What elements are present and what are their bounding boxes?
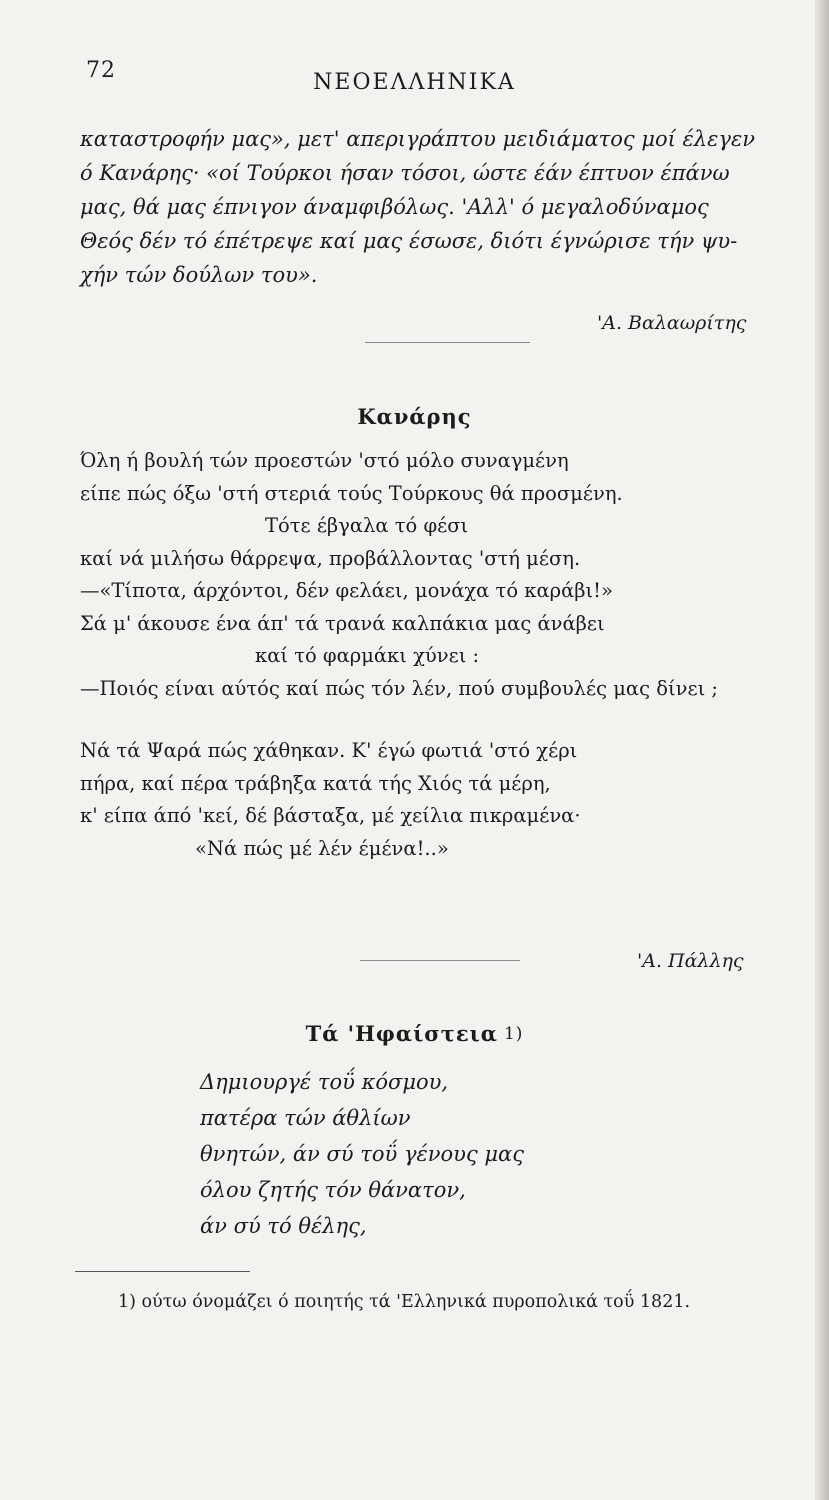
prose-line: χήν τών δούλων του».: [80, 263, 318, 287]
prose-paragraph: [80, 122, 820, 292]
poem-title-text: Τά 'Ηφαίστεια: [305, 1021, 498, 1046]
prose-line: ό Κανάρης· «οί Τούρκοι ήσαν τόσοι, ώστε έάν έπτυον έπάνω: [80, 161, 730, 185]
verse-line: καί νά μιλήσω θάρρεψα, προβάλλοντας 'στή μέση.: [80, 546, 581, 570]
footnote-divider: [75, 1271, 250, 1272]
prose-line: μας, θά μας έπνιγον άναμφιβόλως. 'Αλλ' ό μεγαλοδύναμος: [80, 195, 709, 219]
verse-line: όλου ζητής τόν θάνατον,: [200, 1178, 466, 1202]
prose-line: καταστροφήν μας», μετ' απεριγράπτου μειδιάματος μοί έλεγεν: [80, 127, 755, 151]
verse-line: Σά μ' άκουσε ένα άπ' τά τρανά καλπάκια μας άνάβει: [80, 611, 605, 635]
verse-line: άν σύ τό θέλης,: [200, 1214, 367, 1238]
verse-line: —«Τίποτα, άρχόντοι, δέν φελάει, μονάχα τό καράβι!»: [80, 579, 613, 602]
verse-line: «Νά πώς μέ λέν έμένα!..»: [195, 836, 449, 860]
section-divider: [360, 960, 520, 961]
poem-author: 'Α. Πάλλης: [637, 950, 744, 972]
poem-verse: [200, 1064, 800, 1244]
footnote: 1) ούτω όνομάζει ό ποιητής τά 'Ελληνικά πυροπολικά τοΰ 1821.: [118, 1292, 691, 1312]
verse-line: θνητών, άν σύ τοΰ γένους μας: [200, 1142, 524, 1166]
poem-title: Κανάρης: [357, 404, 472, 429]
stanza-break: [80, 705, 820, 735]
verse-line: πατέρα τών άθλίων: [200, 1106, 411, 1130]
footnote-marker: 1): [503, 1024, 524, 1044]
verse-line: κ' είπα άπό 'κεί, δέ βάσταξα, μέ χείλια πικραμένα·: [80, 804, 581, 827]
poem-title: [0, 1021, 829, 1046]
verse-line: είπε πώς όξω 'στή στεριά τούς Τούρκους θά προσμένη.: [80, 481, 623, 505]
verse-line: —Ποιός είναι αύτός καί πώς τόν λέν, πού συμβουλές μας δίνει ;: [80, 676, 718, 700]
prose-author: 'Α. Βαλαωρίτης: [597, 312, 747, 334]
verse-line: πήρα, καί πέρα τράβηξα κατά τής Χιός τά μέρη,: [80, 771, 551, 795]
verse-line: Όλη ή βουλή τών προεστών 'στό μόλο συναγμένη: [80, 449, 569, 472]
verse-line: καί τό φαρμάκι χύνει :: [255, 644, 480, 667]
poem-verse: [80, 445, 820, 865]
prose-line: Θεός δέν τό έπέτρεψε καί μας έσωσε, διότι έγνώρισε τήν ψυ-: [80, 229, 738, 253]
section-divider: [365, 342, 530, 343]
verse-line: Τότε έβγαλα τό φέσι: [265, 514, 469, 537]
running-title: ΝΕΟΕΛΛΗΝΙΚΑ: [313, 70, 516, 95]
verse-line: Δημιουργέ τοΰ κόσμου,: [200, 1070, 449, 1094]
verse-line: Νά τά Ψαρά πώς χάθηκαν. Κ' έγώ φωτιά 'στό χέρι: [80, 739, 578, 762]
page-number: 72: [86, 58, 116, 83]
